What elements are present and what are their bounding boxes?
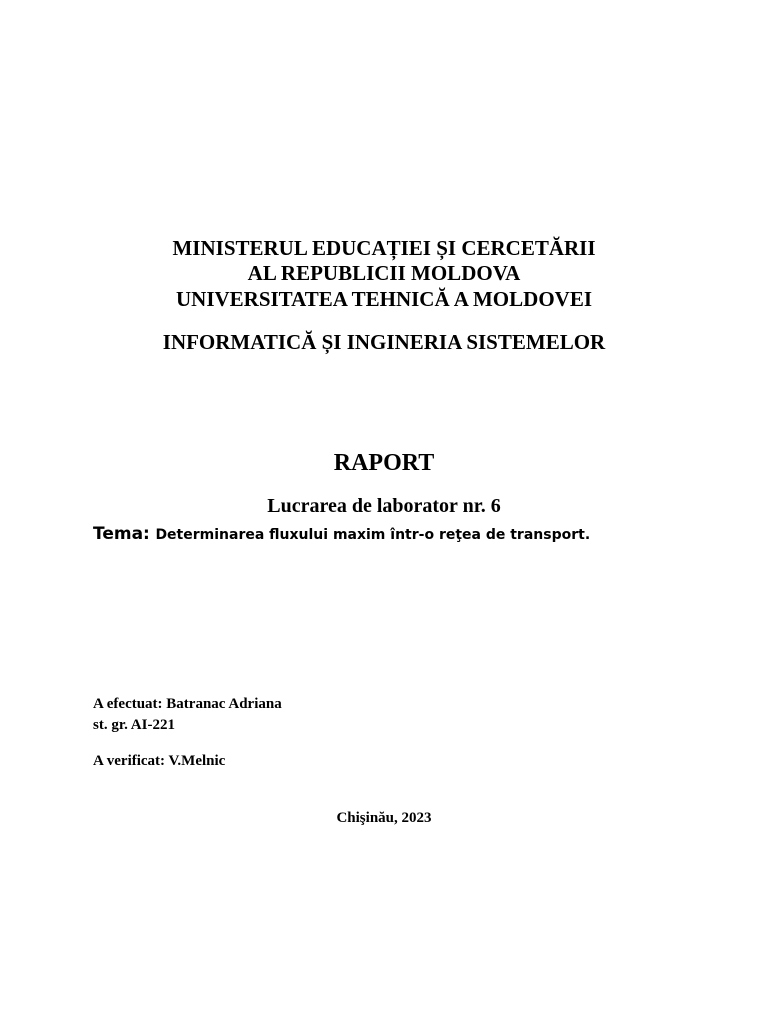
verified-by-line: A verificat: V.Melnic — [93, 753, 226, 769]
ministry-title-line-1: MINISTERUL EDUCAȚIEI ȘI CERCETĂRII — [172, 236, 596, 260]
theme-line — [93, 523, 590, 546]
university-title: UNIVERSITATEA TEHNICĂ A MOLDOVEI — [175, 287, 592, 311]
city-year: Chişinău, 2023 — [336, 810, 432, 826]
performed-by-line: A efectuat: Batranac Adriana — [93, 696, 282, 712]
theme-label: Tema: — [93, 524, 150, 544]
faculty-title: INFORMATICĂ ȘI INGINERIA SISTEMELOR — [162, 330, 606, 354]
ministry-title-line-2: AL REPUBLICII MOLDOVA — [247, 261, 521, 285]
student-group-line: st. gr. AI-221 — [93, 717, 175, 733]
theme-text: Determinarea fluxului maxim într-o reţea de transport. — [155, 527, 591, 543]
lab-work-title: Lucrarea de laborator nr. 6 — [267, 495, 501, 517]
report-title: RAPORT — [333, 450, 435, 476]
